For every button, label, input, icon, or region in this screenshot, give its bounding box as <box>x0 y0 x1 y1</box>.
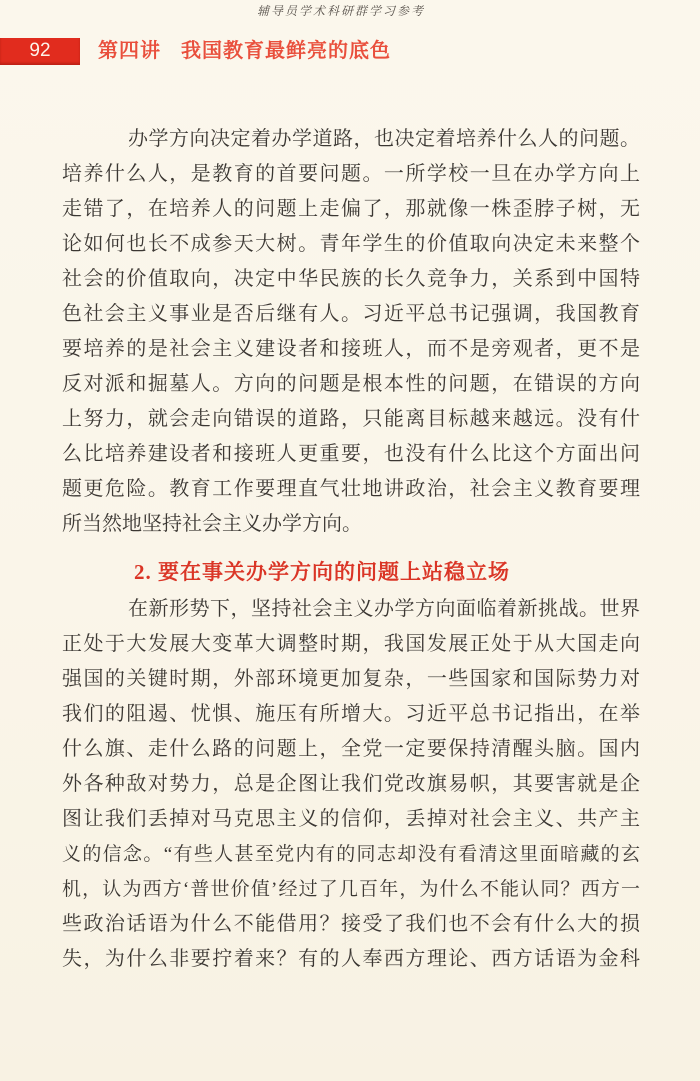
text-line: 色社会主义事业是否后继有人。习近平总书记强调，我国教育 <box>62 303 640 325</box>
text-line: 义的信念。“有些人甚至党内有的同志却没有看清这里面暗藏的玄 <box>62 844 640 865</box>
text-line: 强国的关键时期，外部环境更加复杂，一些国家和国际势力对 <box>62 668 640 690</box>
text-line: 么比培养建设者和接班人更重要，也没有什么比这个方面出问 <box>62 443 640 465</box>
paragraph-2 <box>62 592 640 977</box>
text-line: 反对派和掘墓人。方向的问题是根本性的问题，在错误的方向 <box>62 373 640 395</box>
text-line: 所当然地坚持社会主义办学方向。 <box>62 513 362 535</box>
body-text <box>62 122 640 977</box>
text-line: 要培养的是社会主义建设者和接班人，而不是旁观者，更不是 <box>62 338 640 360</box>
section-heading: 2. 要在事关办学方向的问题上站稳立场 <box>134 560 510 584</box>
text-line: 机，认为西方‘普世价值’经过了几百年，为什么不能认同？西方一 <box>62 879 640 900</box>
text-line: 上努力，就会走向错误的道路，只能离目标越来越远。没有什 <box>62 408 640 430</box>
text-line: 失，为什么非要拧着来？有的人奉西方理论、西方话语为金科 <box>62 948 640 970</box>
chapter-header <box>98 38 391 65</box>
running-header: 辅导员学术科研群学习参考 <box>256 4 425 18</box>
text-line: 正处于大发展大变革大调整时期，我国发展正处于从大国走向 <box>62 633 640 655</box>
text-line: 社会的价值取向，决定中华民族的长久竞争力，关系到中国特 <box>62 268 640 290</box>
text-line: 培养什么人，是教育的首要问题。一所学校一旦在办学方向上 <box>62 163 640 185</box>
text-line: 什么旗、走什么路的问题上，全党一定要保持清醒头脑。国内 <box>62 738 640 760</box>
page-number-badge: 92 <box>0 38 80 65</box>
text-line: 外各种敌对势力，总是企图让我们党改旗易帜，其要害就是企 <box>62 773 640 795</box>
text-line: 题更危险。教育工作要理直气壮地讲政治，社会主义教育要理 <box>62 478 640 500</box>
text-line: 我们的阻遏、忧惧、施压有所增大。习近平总书记指出，在举 <box>62 703 640 725</box>
text-line: 办学方向决定着办学道路，也决定着培养什么人的问题。 <box>128 128 640 150</box>
paragraph-1 <box>62 122 640 542</box>
text-line: 图让我们丢掉对马克思主义的信仰，丢掉对社会主义、共产主 <box>62 808 640 830</box>
text-line: 论如何也长不成参天大树。青年学生的价值取向决定未来整个 <box>62 233 640 255</box>
chapter-label: 第四讲 <box>98 40 161 62</box>
text-line: 走错了，在培养人的问题上走偏了，那就像一株歪脖子树，无 <box>62 198 640 220</box>
chapter-title: 我国教育最鲜亮的底色 <box>181 40 391 62</box>
text-line: 些政治话语为什么不能借用？接受了我们也不会有什么大的损 <box>62 913 640 935</box>
text-line: 在新形势下，坚持社会主义办学方向面临着新挑战。世界 <box>128 598 640 620</box>
